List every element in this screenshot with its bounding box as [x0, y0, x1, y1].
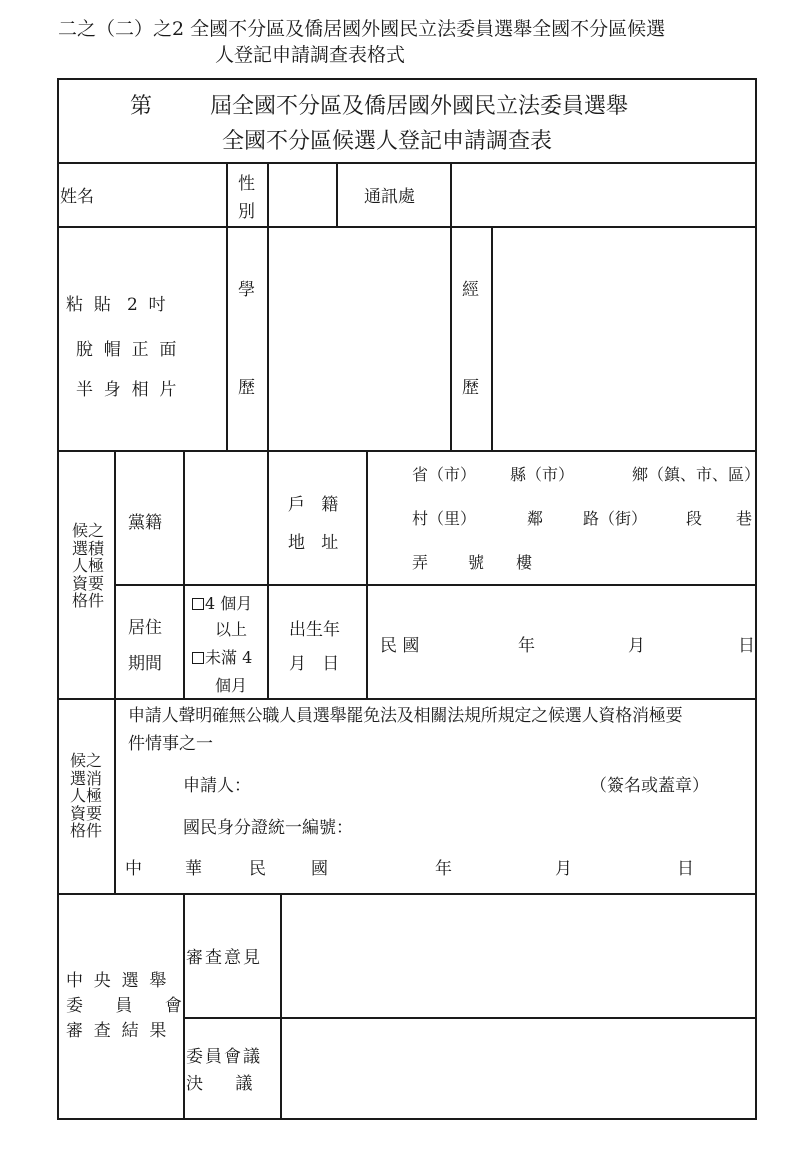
vline-household [267, 450, 269, 698]
address-lane: 巷 [736, 509, 753, 528]
residence-option-under-4-months[interactable] [192, 650, 252, 666]
checkbox-under-4-months[interactable] [192, 652, 204, 664]
vline-name-1 [226, 162, 228, 450]
positive-label-line: 候之 [71, 521, 104, 540]
declaration-date-4: 國 [311, 859, 328, 879]
checkbox-4-months-plus[interactable] [192, 598, 204, 610]
option-2-text: 未滿 4 [205, 648, 253, 667]
negative-label-line: 候之 [69, 751, 102, 770]
divider-name-row [57, 226, 757, 228]
gender-label-1: 性 [238, 174, 255, 194]
vline-party [183, 450, 185, 698]
birth-label-1: 出生年 [289, 620, 340, 640]
address-alley: 弄 [412, 553, 429, 572]
vline-address [366, 450, 368, 698]
declaration-line-1: 申請人聲明確無公職人員選舉罷免法及相關法規所規定之候選人資格消極要 [128, 706, 683, 726]
divider-negative-end [57, 893, 757, 895]
address-floor: 樓 [516, 553, 533, 572]
declaration-date-3: 民 [249, 859, 266, 879]
education-label-1: 學 [238, 280, 255, 300]
vline-name-4 [450, 162, 452, 450]
address-county: 縣（市） [510, 465, 575, 484]
form-frame [57, 78, 757, 1120]
experience-label-2: 歷 [462, 378, 479, 398]
positive-label-line: 資要 [71, 573, 104, 593]
vline-name-3 [336, 162, 338, 226]
name-label: 姓名 [60, 187, 94, 207]
address-township: 鄉（鎮、市、區） [632, 465, 761, 484]
review-side-label-2: 委 員 會 [66, 996, 182, 1016]
positive-qualification-label [66, 522, 110, 610]
review-resolution-label-2: 決 議 [186, 1074, 253, 1094]
vline-review-1 [183, 893, 185, 1120]
birth-label-2: 月 日 [289, 654, 340, 674]
negative-label-line: 人極 [69, 786, 102, 806]
birth-year: 年 [518, 636, 535, 656]
birth-era: 民 國 [380, 636, 420, 656]
photo-instruction-2: 脫 帽 正 面 [76, 340, 177, 360]
divider-title [57, 162, 757, 164]
residence-label-1: 居住 [128, 618, 162, 638]
photo-instruction-1: 粘 貼 2 吋 [66, 295, 166, 315]
vline-side-label [114, 450, 116, 893]
review-resolution-label-1: 委員會議 [186, 1047, 262, 1067]
residence-option-4-months-plus[interactable] [192, 596, 252, 612]
vline-review-2 [280, 893, 282, 1120]
residence-label-2: 期間 [128, 654, 162, 674]
page-heading-line-1: 二之（二）之2 全國不分區及僑居國外國民立法委員選舉全國不分區候選 [58, 18, 666, 40]
applicant-label: 申請人： [183, 776, 251, 796]
option-1-text-2: 以上 [215, 620, 248, 639]
review-side-label-1: 中 央 選 舉 [66, 971, 167, 991]
declaration-date-2: 華 [185, 859, 202, 879]
negative-qualification-label [64, 752, 108, 840]
divider-positive-end [57, 698, 757, 700]
negative-label-line: 選消 [69, 768, 102, 788]
option-1-text: 4 個月 [205, 594, 253, 613]
declaration-date-day: 日 [677, 859, 694, 879]
negative-label-line: 格件 [69, 821, 102, 841]
positive-label-line: 選積 [71, 538, 104, 558]
declaration-date-year: 年 [435, 859, 452, 879]
address-village: 村（里） [412, 509, 477, 528]
declaration-line-2: 件情事之一 [128, 734, 213, 754]
photo-instruction-3: 半 身 相 片 [76, 380, 177, 400]
signature-note: （簽名或蓋章） [590, 776, 709, 796]
address-road: 路（街） [583, 509, 648, 528]
declaration-date-month: 月 [555, 859, 572, 879]
review-opinion-label: 審查意見 [186, 948, 262, 968]
divider-review-mid [183, 1017, 757, 1019]
address-province: 省（市） [412, 465, 477, 484]
vline-name-2 [267, 162, 269, 450]
address-label: 通訊處 [364, 187, 415, 207]
review-side-label-3: 審 查 結 果 [66, 1021, 167, 1041]
form-title-prefix: 第 [130, 94, 153, 119]
address-neighborhood: 鄰 [527, 509, 544, 528]
positive-label-line: 格件 [71, 591, 104, 611]
experience-label-1: 經 [462, 280, 479, 300]
divider-positive-mid [115, 584, 757, 586]
form-title-line-2: 全國不分區候選人登記申請調查表 [222, 129, 553, 154]
declaration-date-1: 中 [125, 859, 142, 879]
page-heading-line-2: 人登記申請調查表格式 [215, 44, 406, 66]
divider-photo-row [57, 450, 757, 452]
party-label: 黨籍 [128, 513, 162, 533]
form-title-line-1: 屆全國不分區及僑居國外國民立法委員選舉 [210, 94, 629, 119]
education-label-2: 歷 [238, 378, 255, 398]
positive-label-line: 人極 [71, 556, 104, 576]
id-number-label: 國民身分證統一編號： [183, 818, 353, 838]
birth-month: 月 [628, 636, 645, 656]
address-section: 段 [686, 509, 703, 528]
household-label-1: 戶 籍 [288, 495, 339, 515]
gender-label-2: 別 [238, 202, 255, 222]
address-number: 號 [468, 553, 485, 572]
birth-day: 日 [738, 636, 755, 656]
vline-photo-5 [491, 226, 493, 450]
option-2-text-2: 個月 [215, 676, 248, 695]
household-label-2: 地 址 [288, 533, 339, 553]
negative-label-line: 資要 [69, 803, 102, 823]
